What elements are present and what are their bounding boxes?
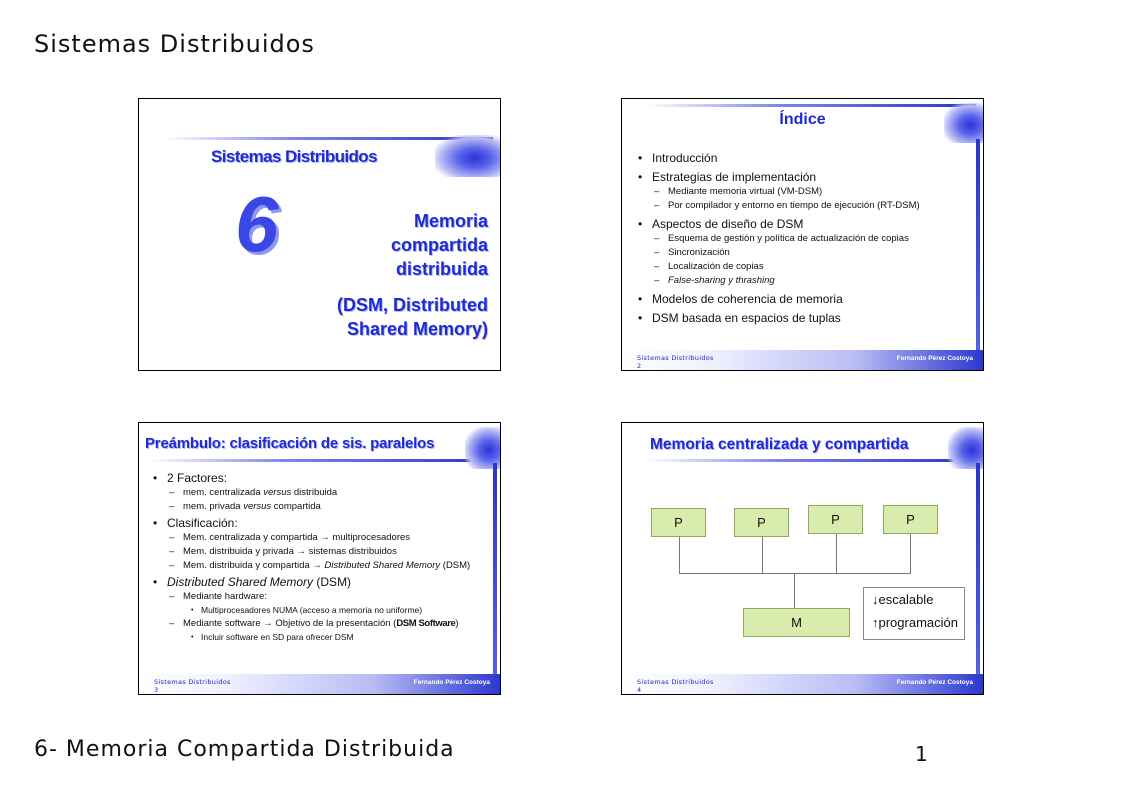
legend-label: escalable (878, 592, 934, 607)
slide-2-thumbnail[interactable] (621, 98, 984, 371)
sub-list-item: – Esquema de gestión y política de actualización de copias (638, 232, 978, 246)
sub-list-item: – Por compilador y entorno en tiempo de ejecución (RT-DSM) (638, 199, 978, 213)
sub-list-item: – mem. centralizada versus distribuida (153, 486, 493, 500)
arrow-down-icon: ↓ (872, 592, 879, 607)
sub-list-item: – Mem. distribuida y compartida → Distributed Shared Memory (DSM) (153, 559, 493, 573)
processor-box: P (734, 508, 789, 537)
sub-list-item: – Sincronización (638, 246, 978, 260)
connector-line (679, 536, 680, 573)
processor-box: P (808, 505, 863, 534)
connector-line (794, 573, 795, 608)
connector-line (910, 533, 911, 573)
legend-row (872, 592, 933, 607)
slide-3-title: Preámbulo: clasificación de sis. paralelos (145, 435, 435, 452)
connector-line (762, 536, 763, 573)
list-item: • Aspectos de diseño de DSM (638, 217, 978, 232)
slide-4-thumbnail[interactable] (621, 422, 984, 695)
heading-line: compartida (390, 235, 488, 255)
slide-1-title: Sistemas Distribuidos (211, 147, 377, 166)
slide-1-subheading (337, 293, 488, 341)
slide-footer-number: 4 (637, 686, 642, 694)
subheading-line: Shared Memory) (346, 319, 488, 339)
slide-footer-title: Sistemas Distribuidos (154, 678, 231, 686)
sub-list-item: – Mediante hardware: (153, 590, 493, 604)
list-item: • Distributed Shared Memory (DSM) (153, 575, 493, 590)
slide-footer-title: Sistemas Distribuidos (637, 678, 714, 686)
slide-3-thumbnail[interactable] (138, 422, 501, 695)
sub-list-item: – Mediante memoria virtual (VM-DSM) (638, 185, 978, 199)
classification-list (153, 469, 493, 644)
right-accent-bar (976, 463, 980, 678)
sub-sub-list-item: • Multiprocesadores NUMA (acceso a memoria no uniforme) (153, 604, 493, 617)
sub-list-item: – Mem. distribuida y privada → sistemas distribuidos (153, 545, 493, 559)
page-footer: 6- Memoria Compartida Distribuida (34, 737, 455, 762)
processor-box: P (651, 508, 706, 537)
list-item: • Clasificación: (153, 516, 493, 531)
sub-list-item: – mem. privada versus compartida (153, 500, 493, 514)
heading-line: Memoria (413, 211, 488, 231)
slide-footer-number: 2 (637, 362, 642, 370)
sub-list-item: – Mediante software → Objetivo de la presentación (DSM Software) (153, 617, 493, 631)
list-item: • Modelos de coherencia de memoria (638, 292, 978, 307)
slide-1-thumbnail[interactable] (138, 98, 501, 371)
bus-line (679, 573, 911, 574)
slide-footer-author: Fernando Pérez Costoya (896, 679, 973, 686)
sub-sub-list-item: • Incluir software en SD para ofrecer DSM (153, 631, 493, 644)
list-item: • Introducción (638, 151, 978, 166)
page-number: 1 (915, 742, 928, 766)
index-list (638, 147, 978, 326)
list-item: • Estrategias de implementación (638, 170, 978, 185)
slide-1-heading (391, 209, 488, 281)
slide-footer-author: Fernando Pérez Costoya (413, 679, 490, 686)
legend-label: programación (878, 615, 958, 630)
heading-line: distribuida (395, 259, 488, 279)
sub-list-item: – False-sharing y thrashing (638, 274, 978, 288)
connector-line (836, 533, 837, 573)
title-glow (435, 135, 501, 177)
slide-4-title: Memoria centralizada y compartida (650, 436, 909, 453)
slide-footer-number: 3 (154, 686, 159, 694)
chapter-number: 6 (235, 180, 279, 268)
title-band (147, 459, 493, 462)
legend-row (872, 615, 958, 630)
sub-list-item: – Mem. centralizada y compartida → multiprocesadores (153, 531, 493, 545)
tradeoff-legend (863, 587, 965, 640)
sub-list-item: – Localización de copias (638, 260, 978, 274)
list-item: • DSM basada en espacios de tuplas (638, 311, 978, 326)
arrow-up-icon: ↑ (872, 615, 879, 630)
list-item: • 2 Factores: (153, 471, 493, 486)
slide-2-title: Índice (779, 111, 826, 128)
processor-box: P (883, 505, 938, 534)
page-header: Sistemas Distribuidos (34, 30, 315, 58)
title-band (646, 104, 976, 107)
title-band (646, 459, 976, 462)
right-accent-bar (493, 463, 497, 678)
memory-box: M (743, 608, 850, 637)
subheading-line: (DSM, Distributed (337, 295, 488, 315)
slide-footer-author: Fernando Pérez Costoya (896, 355, 973, 362)
slide-footer-title: Sistemas Distribuidos (637, 354, 714, 362)
